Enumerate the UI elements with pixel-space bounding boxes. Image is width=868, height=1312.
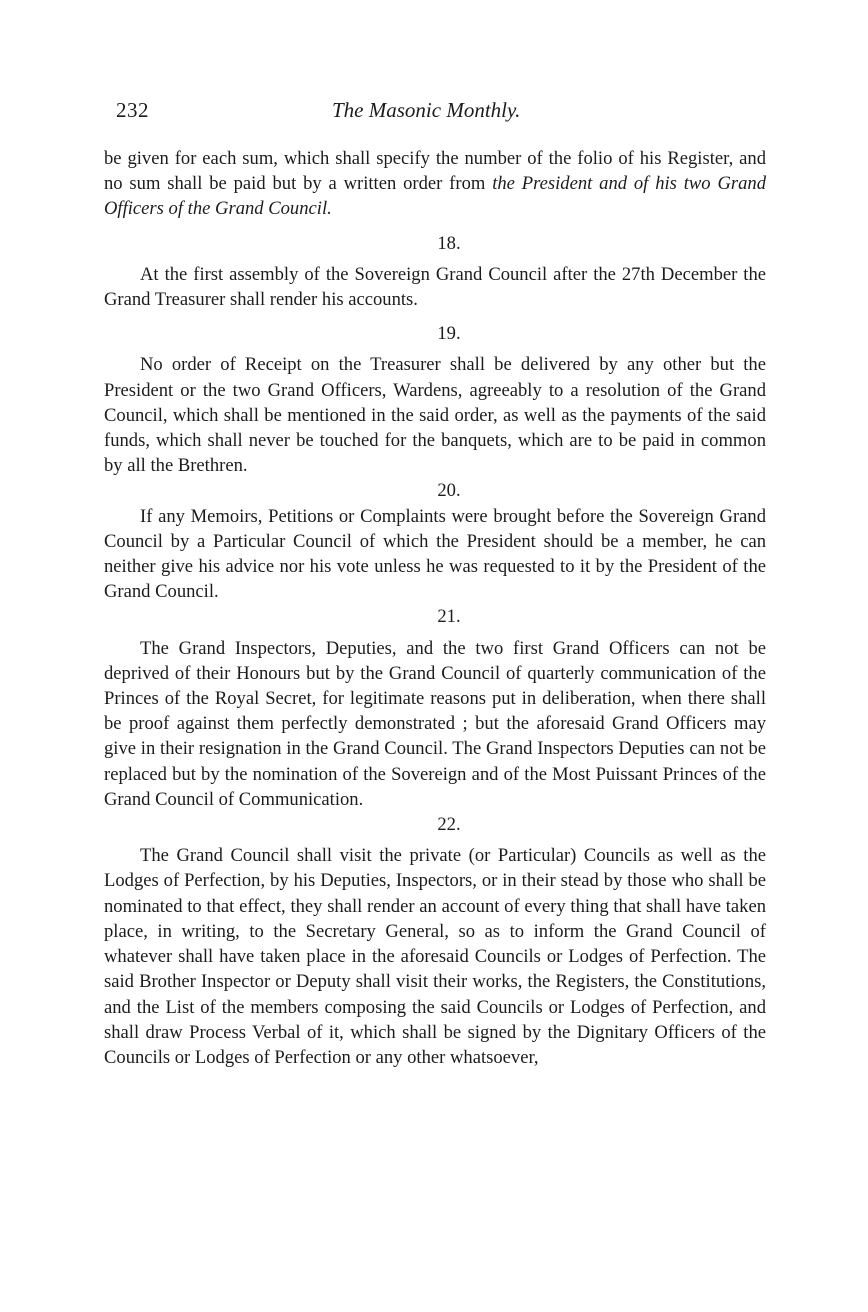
page-number: 232 <box>116 98 149 122</box>
running-head <box>116 98 768 128</box>
article-number-22: 22. <box>437 814 461 836</box>
continuation-italic-text: the President and of his two Grand Officers of the Grand Council. <box>104 173 766 220</box>
body-text <box>104 146 766 1070</box>
article-22-text: The Grand Council shall visit the private (or Particular) Councils as well as the Lodges of Perfection, by his Deputies, Inspectors, or in their stead by those who shall be nominated to that effect, they shall render an account of every thing that shall have taken place, in writing, to the Secretary General, so as to inform the Grand Council of whatever shall have taken place in the aforesaid Councils or Lodges of Perfection. The said Brother Inspector or Deputy shall visit their works, the Registers, the Constitutions, and the List of the members composing the said Councils or Lodges of Perfection, and shall draw Process Verbal of it, which shall be signed by the Dignitary Officers of the Councils or Lodges of Perfection or any other whatsoever, <box>104 845 766 1068</box>
article-number-21: 21. <box>437 606 461 628</box>
journal-title: The Masonic Monthly. <box>332 98 521 122</box>
continuation-text: be given for each sum, which shall specify the number of the folio of his Register, and no sum shall be paid but by a written order from <box>104 148 766 195</box>
article-number-18: 18. <box>437 232 461 254</box>
article-number-20: 20. <box>437 480 461 502</box>
continuation-paragraph <box>104 146 766 222</box>
article-18-text: At the first assembly of the Sovereign Grand Council after the 27th December the Grand Treasurer shall render his accounts. <box>104 263 766 311</box>
article-number-19: 19. <box>437 323 461 345</box>
article-19-text: No order of Receipt on the Treasurer shall be delivered by any other but the President or the two Grand Officers, Wardens, agreeably to a resolution of the Grand Council, which shall be mentioned in the said order, as well as the payments of the said funds, which shall never be touched for the banquets, which are to be paid in common by all the Brethren. <box>104 354 766 477</box>
article-21-text: The Grand Inspectors, Deputies, and the two first Grand Officers can not be deprived of their Honours but by the Grand Council of quarterly communication of the Princes of the Royal Secret, for legitimate reasons put in deliberation, when there shall be proof against them perfectly demonstrated ; but the aforesaid Grand Officers may give in their resignation in the Grand Council. The Grand Inspectors Deputies can not be replaced but by the nomination of the Sovereign and of the Most Puissant Princes of the Grand Council of Communication. <box>104 637 766 810</box>
article-20-text: If any Memoirs, Petitions or Complaints were brought before the Sovereign Grand Council by a Particular Council of which the President should be a member, he can neither give his advice nor his vote unless he was requested to it by the President of the Grand Council. <box>104 505 766 603</box>
